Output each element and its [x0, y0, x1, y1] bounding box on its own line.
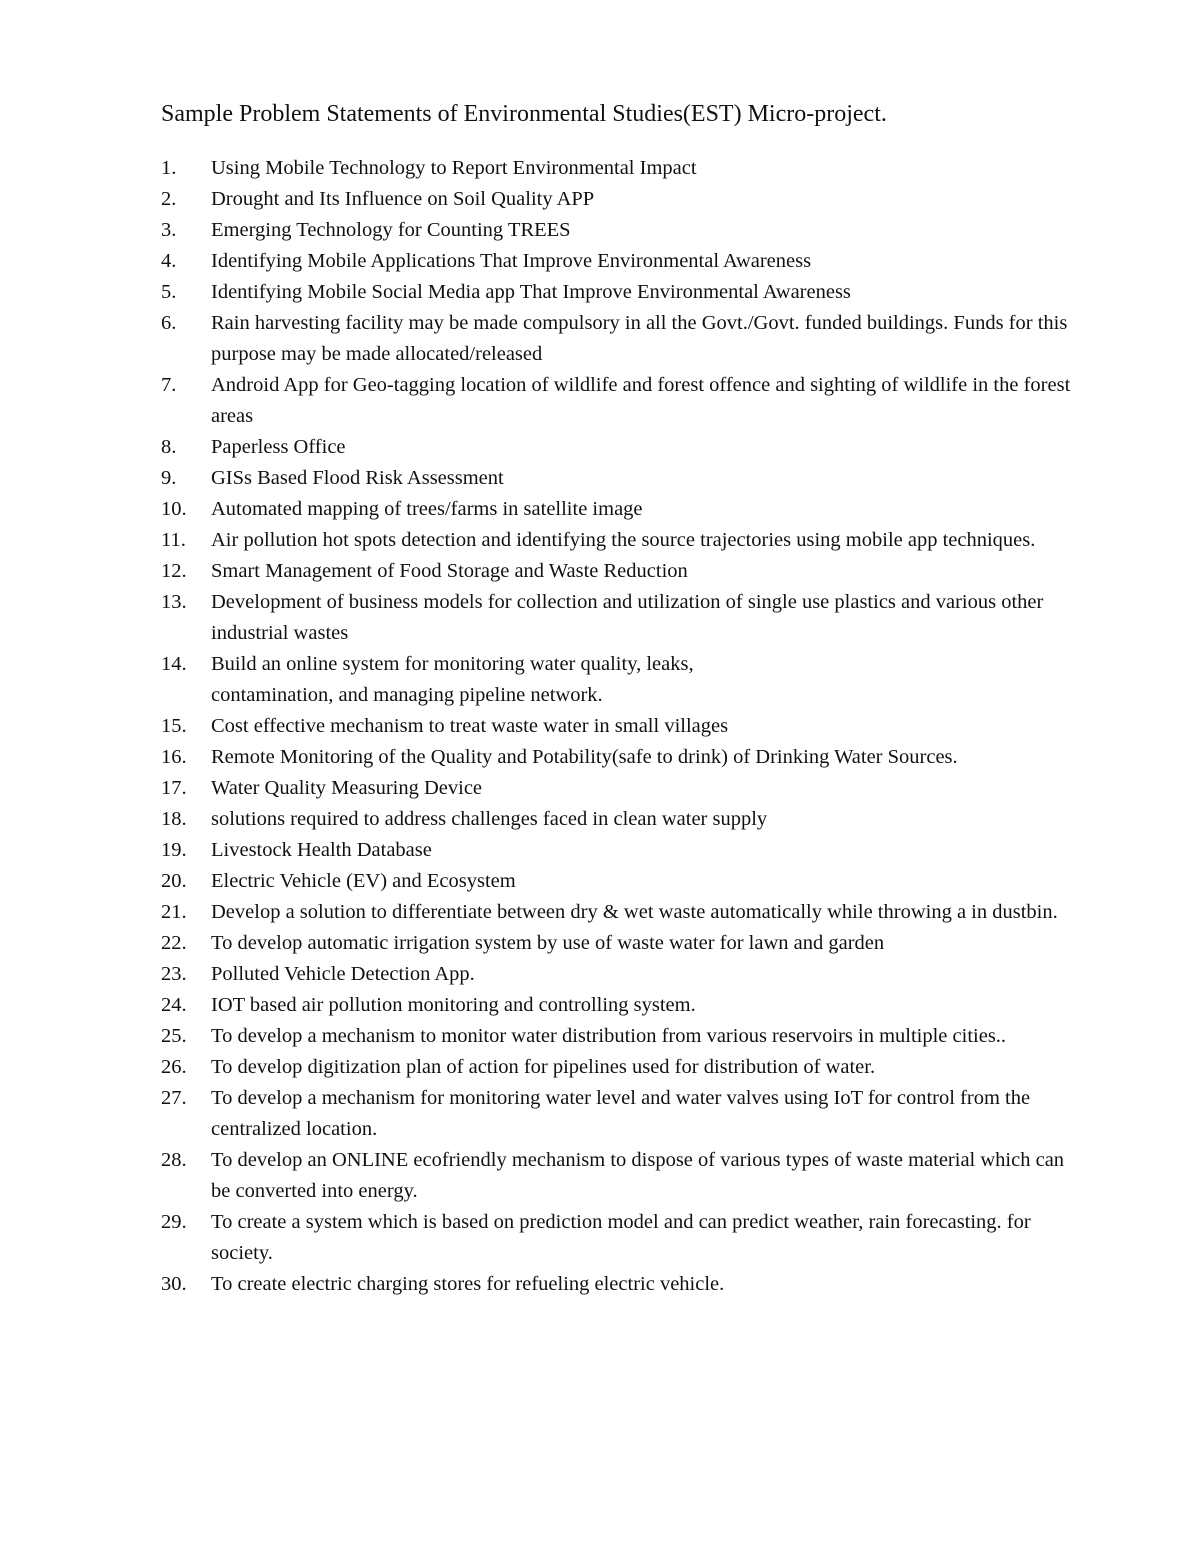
problem-number: 26. [161, 1056, 187, 1078]
problem-text: Drought and Its Influence on Soil Quality APP [211, 188, 595, 210]
problem-number: 24. [161, 994, 187, 1016]
problem-text: IOT based air pollution monitoring and controlling system. [211, 994, 696, 1016]
problem-text: Air pollution hot spots detection and identifying the source trajectories using mobile app techniques. [211, 529, 1036, 551]
problem-item [161, 711, 1071, 742]
problem-text: To create a system which is based on prediction model and can predict weather, rain forecasting. for society. [211, 1211, 1031, 1264]
problem-item [161, 246, 1071, 277]
problem-item [161, 897, 1071, 928]
problem-text: Automated mapping of trees/farms in satellite image [211, 498, 643, 520]
problem-number: 11. [161, 529, 186, 551]
problem-item [161, 1145, 1071, 1207]
problem-number: 19. [161, 839, 187, 861]
problem-number: 17. [161, 777, 187, 799]
problem-item [161, 1052, 1071, 1083]
problem-text: Using Mobile Technology to Report Environmental Impact [211, 157, 697, 179]
problem-number: 18. [161, 808, 187, 830]
problem-number: 4. [161, 250, 177, 272]
problem-item [161, 153, 1071, 184]
problem-text: To develop an ONLINE ecofriendly mechanism to dispose of various types of waste material which can be converted into energy. [211, 1149, 1065, 1202]
problem-item [161, 928, 1071, 959]
problem-text: Polluted Vehicle Detection App. [211, 963, 475, 985]
problem-number: 28. [161, 1149, 187, 1171]
problem-list [161, 153, 1071, 1300]
problem-item [161, 277, 1071, 308]
problem-text: Android App for Geo-tagging location of wildlife and forest offence and sighting of wildlife in the forest areas [211, 374, 1071, 427]
problem-text: Emerging Technology for Counting TREES [211, 219, 571, 241]
problem-text: Livestock Health Database [211, 839, 432, 861]
problem-item [161, 463, 1071, 494]
problem-text: Cost effective mechanism to treat waste water in small villages [211, 715, 729, 737]
problem-item [161, 370, 1071, 432]
problem-text: Development of business models for collection and utilization of single use plastics and various other industrial wastes [211, 591, 1044, 644]
problem-item [161, 804, 1071, 835]
problem-number: 10. [161, 498, 187, 520]
problem-text: Rain harvesting facility may be made compulsory in all the Govt./Govt. funded buildings. Funds for this purpose may be made allocated/released [211, 312, 1068, 365]
problem-text: Water Quality Measuring Device [211, 777, 483, 799]
problem-item [161, 432, 1071, 463]
problem-number: 22. [161, 932, 187, 954]
problem-number: 2. [161, 188, 177, 210]
problem-item [161, 1083, 1071, 1145]
problem-item [161, 649, 1071, 711]
problem-item [161, 525, 1071, 556]
problem-item [161, 866, 1071, 897]
problem-text: Electric Vehicle (EV) and Ecosystem [211, 870, 516, 892]
document-title: Sample Problem Statements of Environmental Studies(EST) Micro-project. [161, 101, 887, 127]
problem-text: solutions required to address challenges faced in clean water supply [211, 808, 768, 830]
problem-item [161, 184, 1071, 215]
problem-number: 27. [161, 1087, 187, 1109]
problem-text: Smart Management of Food Storage and Waste Reduction [211, 560, 688, 582]
problem-item [161, 835, 1071, 866]
problem-number: 29. [161, 1211, 187, 1233]
problem-number: 1. [161, 157, 177, 179]
problem-number: 16. [161, 746, 187, 768]
problem-item [161, 1269, 1071, 1300]
problem-text: Paperless Office [211, 436, 346, 458]
problem-text: Build an online system for monitoring water quality, leaks, contamination, and managing pipeline network. [211, 653, 694, 706]
problem-item [161, 959, 1071, 990]
problem-item [161, 587, 1071, 649]
problem-number: 14. [161, 653, 187, 675]
problem-number: 6. [161, 312, 177, 334]
problem-item [161, 742, 1071, 773]
problem-number: 21. [161, 901, 187, 923]
problem-item [161, 1207, 1071, 1269]
problem-item [161, 308, 1071, 370]
problem-text: Identifying Mobile Social Media app That Improve Environmental Awareness [211, 281, 851, 303]
problem-text: GISs Based Flood Risk Assessment [211, 467, 504, 489]
problem-text: Develop a solution to differentiate between dry & wet waste automatically while throwing a in dustbin. [211, 901, 1058, 923]
problem-item [161, 215, 1071, 246]
problem-number: 7. [161, 374, 177, 396]
problem-number: 23. [161, 963, 187, 985]
problem-item [161, 990, 1071, 1021]
problem-text: To develop digitization plan of action for pipelines used for distribution of water. [211, 1056, 876, 1078]
problem-number: 30. [161, 1273, 187, 1295]
problem-text: To create electric charging stores for refueling electric vehicle. [211, 1273, 725, 1295]
problem-text: To develop a mechanism for monitoring water level and water valves using IoT for control from the centralized location. [211, 1087, 1031, 1140]
problem-item [161, 1021, 1071, 1052]
problem-number: 25. [161, 1025, 187, 1047]
problem-item [161, 773, 1071, 804]
problem-text: Identifying Mobile Applications That Improve Environmental Awareness [211, 250, 812, 272]
problem-number: 3. [161, 219, 177, 241]
problem-text: To develop automatic irrigation system by use of waste water for lawn and garden [211, 932, 885, 954]
problem-number: 9. [161, 467, 177, 489]
problem-number: 20. [161, 870, 187, 892]
problem-text: To develop a mechanism to monitor water distribution from various reservoirs in multiple cities.. [211, 1025, 1007, 1047]
problem-number: 8. [161, 436, 177, 458]
problem-number: 5. [161, 281, 177, 303]
problem-text: Remote Monitoring of the Quality and Potability(safe to drink) of Drinking Water Sources. [211, 746, 958, 768]
problem-number: 12. [161, 560, 187, 582]
problem-item [161, 494, 1071, 525]
problem-number: 13. [161, 591, 187, 613]
problem-number: 15. [161, 715, 187, 737]
problem-item [161, 556, 1071, 587]
